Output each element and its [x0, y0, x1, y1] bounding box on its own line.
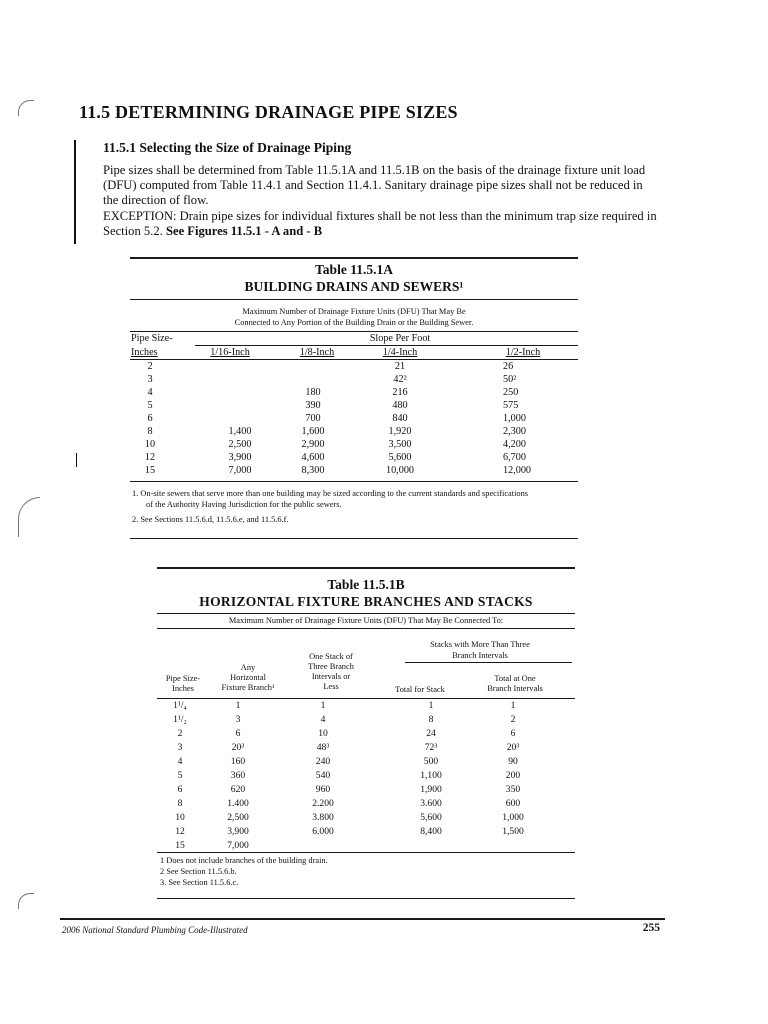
table-cell: 200	[505, 770, 521, 781]
table-cell: 7,000	[227, 840, 249, 851]
table-cell: 1,000	[503, 413, 526, 424]
table-row	[0, 826, 768, 838]
table-a-note: Maximum Number of Drainage Fixture Units (DFU) That May Be	[242, 307, 466, 316]
table-cell: 180	[305, 387, 321, 398]
header-line: Any	[240, 663, 256, 672]
table-cell: 1,500	[502, 826, 524, 837]
table-cell: 4,600	[301, 452, 325, 463]
paragraph-line: EXCEPTION: Drain pipe sizes for individual fixtures shall be not less than the minimum trap size required in	[103, 208, 657, 223]
table-cell: 840	[392, 413, 408, 424]
table-cell: 3.800	[312, 812, 334, 823]
table-row	[0, 798, 768, 810]
table-cell: 8	[428, 714, 434, 725]
table-rule	[157, 698, 575, 699]
table-cell: 1	[510, 700, 516, 711]
header-line: Intervals or	[311, 672, 351, 681]
header-line: Total at One	[494, 674, 536, 683]
table-cell: 3	[177, 742, 183, 753]
table-rule	[195, 345, 578, 346]
table-cell: 600	[505, 798, 521, 809]
table-cell: 4	[147, 387, 153, 398]
table-cell: 5,600	[388, 452, 412, 463]
table-b-col-total	[380, 685, 460, 695]
table-a-footnote: 1. On-site sewers that serve more than one building may be sized according to the current standards and specifications	[132, 489, 529, 498]
section-paragraph	[103, 163, 663, 239]
table-b-col-pipe	[155, 674, 211, 694]
table-row	[0, 400, 768, 412]
table-cell: 2	[147, 361, 153, 372]
table-cell: 6.000	[312, 826, 334, 837]
punch-hole-mark	[18, 497, 40, 537]
table-cell: 4	[177, 756, 183, 767]
table-a-pipe-size-label: Inches	[131, 347, 158, 358]
header-line: Fixture Branch¹	[221, 683, 275, 692]
table-rule	[157, 613, 575, 614]
table-cell: 5	[147, 400, 153, 411]
table-cell: 4,200	[503, 439, 526, 450]
section-subtitle: 11.5.1 Selecting the Size of Drainage Piping	[103, 140, 352, 155]
punch-hole-mark	[18, 893, 34, 909]
table-b-col-any	[210, 663, 286, 693]
table-b-footnote: 1 Does not include branches of the building drain.	[160, 856, 328, 865]
table-b-number: Table 11.5.1B	[327, 577, 405, 592]
table-cell: 350	[505, 784, 521, 795]
table-b-note: Maximum Number of Drainage Fixture Units (DFU) That May Be Connected To:	[228, 616, 504, 625]
table-cell: 3,500	[388, 439, 412, 450]
table-cell: 15	[144, 465, 156, 476]
table-rule	[130, 299, 578, 300]
table-cell: 10	[144, 439, 156, 450]
table-row	[0, 840, 768, 852]
table-a-pipe-size-label: Pipe Size-	[131, 333, 173, 344]
table-cell: 12	[175, 826, 185, 837]
table-row	[0, 426, 768, 438]
table-cell: 3.600	[420, 798, 442, 809]
table-row	[0, 361, 768, 373]
table-cell: 2,500	[228, 439, 252, 450]
table-cell: 1¹/₄	[173, 700, 187, 711]
table-row	[0, 728, 768, 740]
table-row	[0, 812, 768, 824]
paragraph-line	[103, 224, 663, 239]
table-cell: 1,600	[301, 426, 325, 437]
table-cell: 960	[315, 784, 331, 795]
figure-reference: See Figures 11.5.1 - A and - B	[165, 223, 323, 238]
table-cell: 3,900	[228, 452, 252, 463]
table-cell: 1,100	[420, 770, 442, 781]
table-cell: 6	[147, 413, 153, 424]
table-row	[0, 714, 768, 726]
table-cell: 10	[318, 728, 328, 739]
table-a-note: Connected to Any Portion of the Building Drain or the Building Sewer.	[234, 318, 474, 327]
table-cell: 240	[315, 756, 331, 767]
table-rule	[130, 257, 578, 259]
table-cell: 2	[510, 714, 516, 725]
paragraph-line: the direction of flow.	[103, 193, 209, 208]
table-cell: 7,000	[228, 465, 252, 476]
table-cell: 1¹/₂	[173, 714, 187, 725]
table-cell: 1	[235, 700, 241, 711]
table-row	[0, 439, 768, 451]
table-cell: 20³	[231, 742, 245, 753]
table-cell: 575	[503, 400, 519, 411]
table-rule	[130, 538, 578, 539]
table-cell: 1.400	[227, 798, 249, 809]
table-a-footnote: of the Authority Having Jurisdiction for the public sewers.	[146, 500, 342, 509]
table-cell: 12,000	[503, 465, 532, 476]
table-cell: 1,000	[502, 812, 524, 823]
table-cell: 500	[423, 756, 439, 767]
table-cell: 21	[394, 361, 406, 372]
paragraph-line: Pipe sizes shall be determined from Table 11.5.1A and 11.5.1B on the basis of the drainage fixture unit load	[103, 163, 646, 177]
table-a-col-header: 1/16-Inch	[210, 347, 250, 358]
paragraph-text: Section 5.2.	[103, 223, 166, 238]
table-cell: 540	[315, 770, 331, 781]
table-row	[0, 465, 768, 477]
table-cell: 2,500	[227, 812, 249, 823]
table-cell: 20³	[506, 742, 520, 753]
table-rule	[157, 898, 575, 899]
table-a-col-header: 1/2-Inch	[505, 347, 541, 358]
table-cell: 250	[503, 387, 519, 398]
table-cell: 12	[144, 452, 156, 463]
table-cell: 24	[426, 728, 436, 739]
table-row	[0, 413, 768, 425]
table-cell: 216	[392, 387, 408, 398]
table-rule	[130, 331, 578, 332]
table-b-footnote: 3. See Section 11.5.6.c.	[160, 878, 239, 887]
table-a-slope-label: Slope Per Foot	[369, 333, 431, 344]
table-cell: 26	[503, 361, 514, 372]
header-line: Inches	[172, 684, 194, 693]
table-cell: 8,300	[301, 465, 325, 476]
table-cell: 72³	[424, 742, 438, 753]
table-rule	[157, 567, 575, 569]
table-cell: 48³	[316, 742, 330, 753]
table-cell: 3	[235, 714, 241, 725]
table-row	[0, 742, 768, 754]
table-row	[0, 756, 768, 768]
table-rule	[157, 852, 575, 853]
table-cell: 6,700	[503, 452, 526, 463]
table-rule	[130, 481, 578, 482]
table-cell: 8,400	[420, 826, 442, 837]
table-cell: 2,900	[301, 439, 325, 450]
table-cell: 5,600	[420, 812, 442, 823]
table-cell: 90	[508, 756, 518, 767]
change-bar	[74, 140, 76, 244]
table-cell: 5	[177, 770, 183, 781]
table-cell: 42²	[393, 374, 407, 385]
page-number: 255	[642, 922, 660, 934]
table-row	[0, 770, 768, 782]
table-b-col-one	[291, 652, 371, 692]
table-b-title: HORIZONTAL FIXTURE BRANCHES AND STACKS	[199, 594, 533, 609]
table-row	[0, 784, 768, 796]
header-line: Total for Stack	[395, 685, 445, 694]
header-line: Branch Intervals	[487, 684, 543, 693]
table-cell: 6	[235, 728, 241, 739]
table-cell: 480	[392, 400, 408, 411]
table-cell: 2.200	[312, 798, 334, 809]
table-a-col-header: 1/8-Inch	[299, 347, 335, 358]
table-cell: 3	[147, 374, 153, 385]
header-line: Three Branch	[308, 662, 354, 671]
header-line: Less	[323, 682, 339, 691]
table-rule	[157, 628, 575, 629]
footer-book-title: 2006 National Standard Plumbing Code-Illustrated	[62, 925, 248, 935]
table-a-title: BUILDING DRAINS AND SEWERS¹	[244, 279, 464, 294]
table-cell: 4	[320, 714, 326, 725]
table-cell: 6	[177, 784, 183, 795]
table-cell: 360	[230, 770, 246, 781]
table-cell: 700	[305, 413, 321, 424]
table-a-number: Table 11.5.1A	[315, 262, 393, 277]
table-cell: 2,300	[503, 426, 526, 437]
table-cell: 160	[230, 756, 246, 767]
table-cell: 15	[175, 840, 185, 851]
header-line: One Stack of	[309, 652, 353, 661]
header-line: Horizontal	[230, 673, 266, 682]
table-cell: 3,900	[227, 826, 249, 837]
section-title: 11.5 DETERMINING DRAINAGE PIPE SIZES	[79, 102, 458, 122]
table-cell: 1,920	[388, 426, 412, 437]
table-cell: 8	[147, 426, 153, 437]
table-row	[0, 452, 768, 464]
punch-hole-mark	[18, 100, 34, 116]
table-b-group-header: Branch Intervals	[452, 651, 508, 660]
table-b-col-branch	[465, 674, 565, 694]
header-line: Pipe Size-	[165, 674, 201, 683]
table-rule	[405, 662, 572, 663]
table-row	[0, 387, 768, 399]
table-cell: 1,900	[420, 784, 442, 795]
paragraph-line: (DFU) computed from Table 11.4.1 and Section 11.4.1. Sanitary drainage pipe sizes shall not be reduced in	[103, 178, 643, 193]
table-cell: 8	[177, 798, 183, 809]
table-cell: 390	[305, 400, 321, 411]
table-cell: 6	[510, 728, 516, 739]
table-row	[0, 700, 768, 712]
table-cell: 1	[320, 700, 326, 711]
table-cell: 620	[230, 784, 246, 795]
table-cell: 1	[428, 700, 434, 711]
table-b-group-header: Stacks with More Than Three	[430, 640, 530, 649]
table-row	[0, 374, 768, 386]
table-rule	[130, 359, 578, 360]
table-cell: 50²	[503, 374, 517, 385]
table-a-col-header: 1/4-Inch	[382, 347, 418, 358]
table-cell: 2	[177, 728, 183, 739]
table-cell: 1,400	[228, 426, 252, 437]
table-cell: 10,000	[385, 465, 414, 476]
table-b-footnote: 2 See Section 11.5.6.b.	[160, 867, 237, 876]
table-cell: 10	[175, 812, 185, 823]
footer-rule	[60, 918, 665, 920]
table-a-footnote: 2. See Sections 11.5.6.d, 11.5.6.e, and 11.5.6.f.	[132, 515, 289, 524]
